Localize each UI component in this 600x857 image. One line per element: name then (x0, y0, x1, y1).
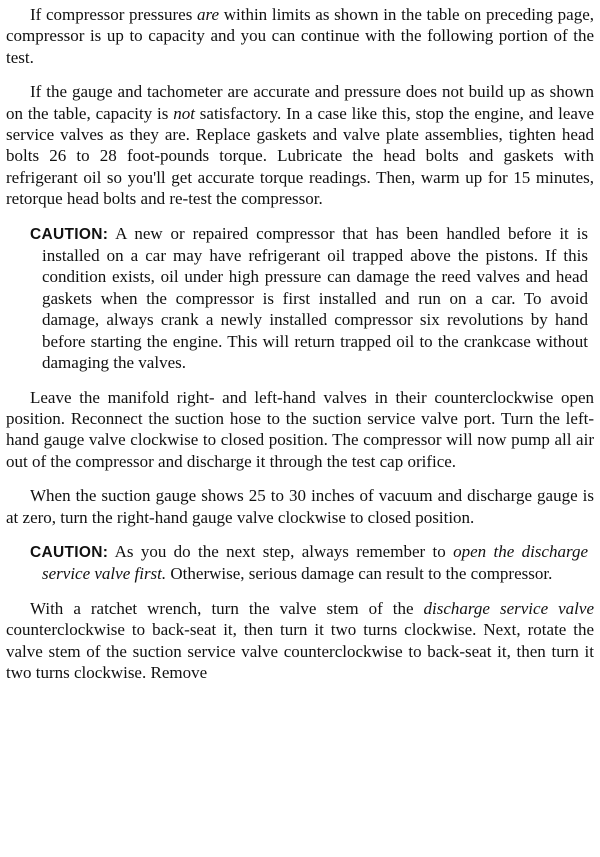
paragraph-suction-gauge (6, 485, 594, 528)
text-run: With a ratchet wrench, turn the valve stem of the (30, 598, 424, 618)
paragraph-capacity-not-satisfactory (6, 81, 594, 209)
emphasis-text: discharge service valve (423, 598, 594, 618)
paragraph-compressor-capacity (6, 4, 594, 68)
paragraph-ratchet-wrench (6, 598, 594, 684)
caution-text: As you do the next step, always remember to (108, 541, 454, 561)
text-run: If compressor pressures (30, 5, 198, 24)
text-run: counterclockwise to back-seat it, then turn it two turns clockwise. Next, rotate the valve stem of the suction service valve counterclockwise to back-seat it, then turn it two turns clockwise. Remove (6, 620, 594, 682)
emphasis-text: not (173, 103, 195, 123)
text-run: If the gauge and tachometer are accurate and pressure does not build up as shown on the table, capacity is (6, 82, 594, 123)
paragraph-manifold-valves (6, 387, 594, 473)
emphasis-text: open the discharge service valve first. (42, 541, 588, 584)
text-run: within limits as shown in the table on preceding page, compressor is up to capacity and you can continue with the following portion of the test. (6, 5, 595, 67)
caution-text: Otherwise, serious damage can result to the compressor. (166, 564, 553, 584)
text-run: When the suction gauge shows 25 to 30 inches of vacuum and discharge gauge is at zero, turn the right-hand gauge valve clockwise to closed position. (6, 486, 594, 527)
caution-label: CAUTION: (30, 543, 109, 561)
caution-text: A new or repaired compressor that has been handled before it is installed on a car may have refrigerant oil trapped above the pistons. If this condition exists, oil under high pressure can damage the reed valves and head gaskets when the compressor is first installed and run on a car. To avoid damage, always crank a newly installed compressor six revolutions by hand before starting the engine. This will return trapped oil to the crankcase without damaging the valves. (42, 223, 588, 373)
text-run: satisfactory. In a case like this, stop the engine, and leave service valves as they are. Replace gaskets and valve plate assemblies, tighten head bolts 26 to 28 foot-pounds torque. Lubricate the head bolts and gaskets with refrigerant oil so you'll get accurate torque readings. Then, warm up for 15 minutes, retorque head bolts and re-test the compressor. (6, 103, 595, 209)
caution-note-trapped-oil (30, 223, 588, 374)
emphasis-text: are (197, 5, 220, 24)
caution-label: CAUTION: (30, 225, 109, 243)
text-run: Leave the manifold right- and left-hand valves in their counterclockwise open position. Reconnect the suction hose to the suction service valve port. Turn the left-hand gauge valve clockwise to closed position. The compressor will now pump all air out of the compressor and discharge it through the test cap orifice. (6, 387, 594, 471)
caution-note-discharge-valve (30, 541, 588, 585)
